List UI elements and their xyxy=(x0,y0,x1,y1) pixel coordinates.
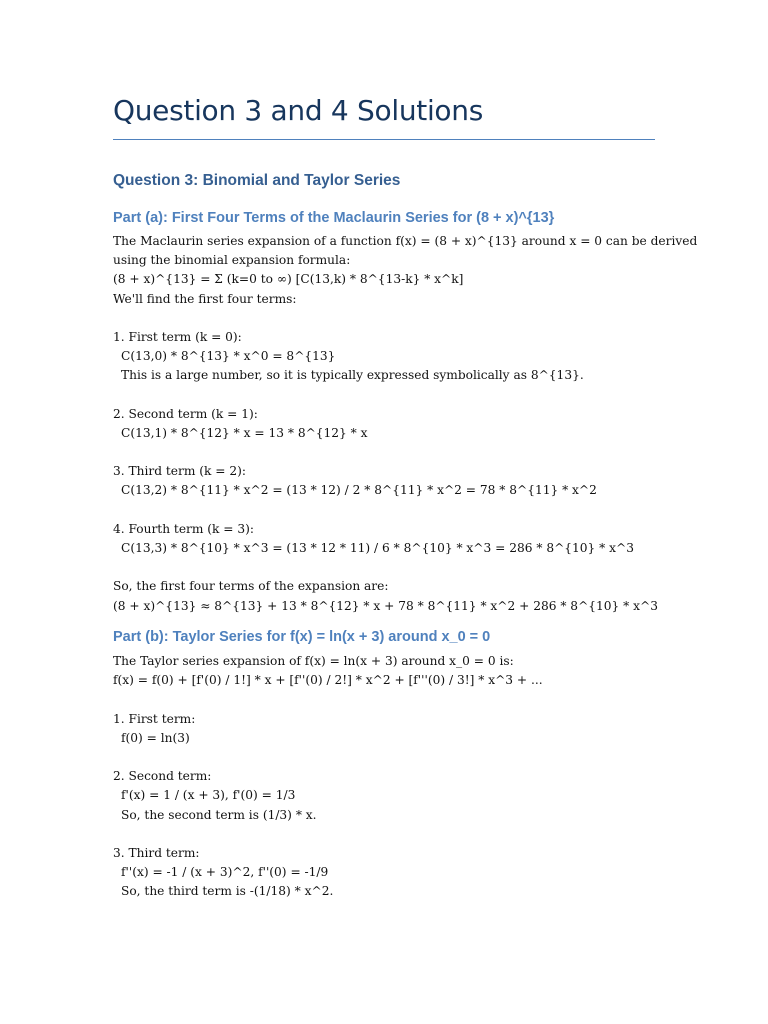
paragraph-line: This is a large number, so it is typically expressed symbolically as 8^{13}. xyxy=(121,368,584,383)
blank-line xyxy=(113,501,673,520)
list-item: 1. First term: xyxy=(113,711,196,726)
part-a-body xyxy=(113,232,698,616)
title-divider xyxy=(113,139,655,140)
formula-line: f''(x) = -1 / (x + 3)^2, f''(0) = -1/9 xyxy=(121,865,329,880)
paragraph-line: We'll find the first four terms: xyxy=(113,291,297,306)
paragraph-line: The Taylor series expansion of f(x) = ln(x + 3) around x_0 = 0 is: xyxy=(113,654,514,668)
paragraph-line: So, the third term is -(1/18) * x^2. xyxy=(121,884,334,899)
formula-line: (8 + x)^{13} ≈ 8^{13} + 13 * 8^{12} * x + 78 * 8^{11} * x^2 + 286 * 8^{10} * x^3 xyxy=(113,598,658,613)
formula-line: (8 + x)^{13} = Σ (k=0 to ∞) [C(13,k) * 8^{13-k} * x^k] xyxy=(113,272,464,287)
formula-line: C(13,2) * 8^{11} * x^2 = (13 * 12) / 2 * 8^{11} * x^2 = 78 * 8^{11} * x^2 xyxy=(121,483,597,498)
formula-line: C(13,0) * 8^{13} * x^0 = 8^{13} xyxy=(121,349,336,364)
question-3-heading: Question 3: Binomial and Taylor Series xyxy=(113,172,401,189)
paragraph-line: So, the second term is (1/3) * x. xyxy=(121,807,317,822)
part-b-heading: Part (b): Taylor Series for f(x) = ln(x + 3) around x_0 = 0 xyxy=(113,629,491,645)
formula-line: f'(x) = 1 / (x + 3), f'(0) = 1/3 xyxy=(121,788,296,803)
formula-line: f(x) = f(0) + [f'(0) / 1!] * x + [f''(0) / 2!] * x^2 + [f'''(0) / 3!] * x^3 + ... xyxy=(113,673,543,688)
formula-line: C(13,3) * 8^{10} * x^3 = (13 * 12 * 11) / 6 * 8^{10} * x^3 = 286 * 8^{10} * x^3 xyxy=(121,541,634,555)
list-item: 2. Second term (k = 1): xyxy=(113,406,258,421)
formula-line: C(13,1) * 8^{12} * x = 13 * 8^{12} * x xyxy=(121,425,368,440)
blank-line xyxy=(113,558,673,577)
list-item: 3. Third term (k = 2): xyxy=(113,464,246,479)
blank-line xyxy=(113,309,673,328)
list-item: 2. Second term: xyxy=(113,769,212,784)
list-item: 3. Third term: xyxy=(113,845,200,860)
blank-line xyxy=(113,690,673,709)
formula-line: f(0) = ln(3) xyxy=(121,730,190,745)
paragraph-line: using the binomial expansion formula: xyxy=(113,253,351,268)
paragraph-line: So, the first four terms of the expansion are: xyxy=(113,579,389,594)
list-item: 1. First term (k = 0): xyxy=(113,329,242,344)
part-a-heading: Part (a): First Four Terms of the Maclaurin Series for (8 + x)^{13} xyxy=(113,210,555,226)
blank-line xyxy=(113,386,673,405)
blank-line xyxy=(113,825,673,844)
list-item: 4. Fourth term (k = 3): xyxy=(113,521,255,536)
part-b-body xyxy=(113,652,673,901)
blank-line xyxy=(113,748,673,767)
document-title: Question 3 and 4 Solutions xyxy=(113,94,483,127)
paragraph-line: The Maclaurin series expansion of a function f(x) = (8 + x)^{13} around x = 0 can be derived xyxy=(113,234,698,248)
blank-line xyxy=(113,443,673,462)
